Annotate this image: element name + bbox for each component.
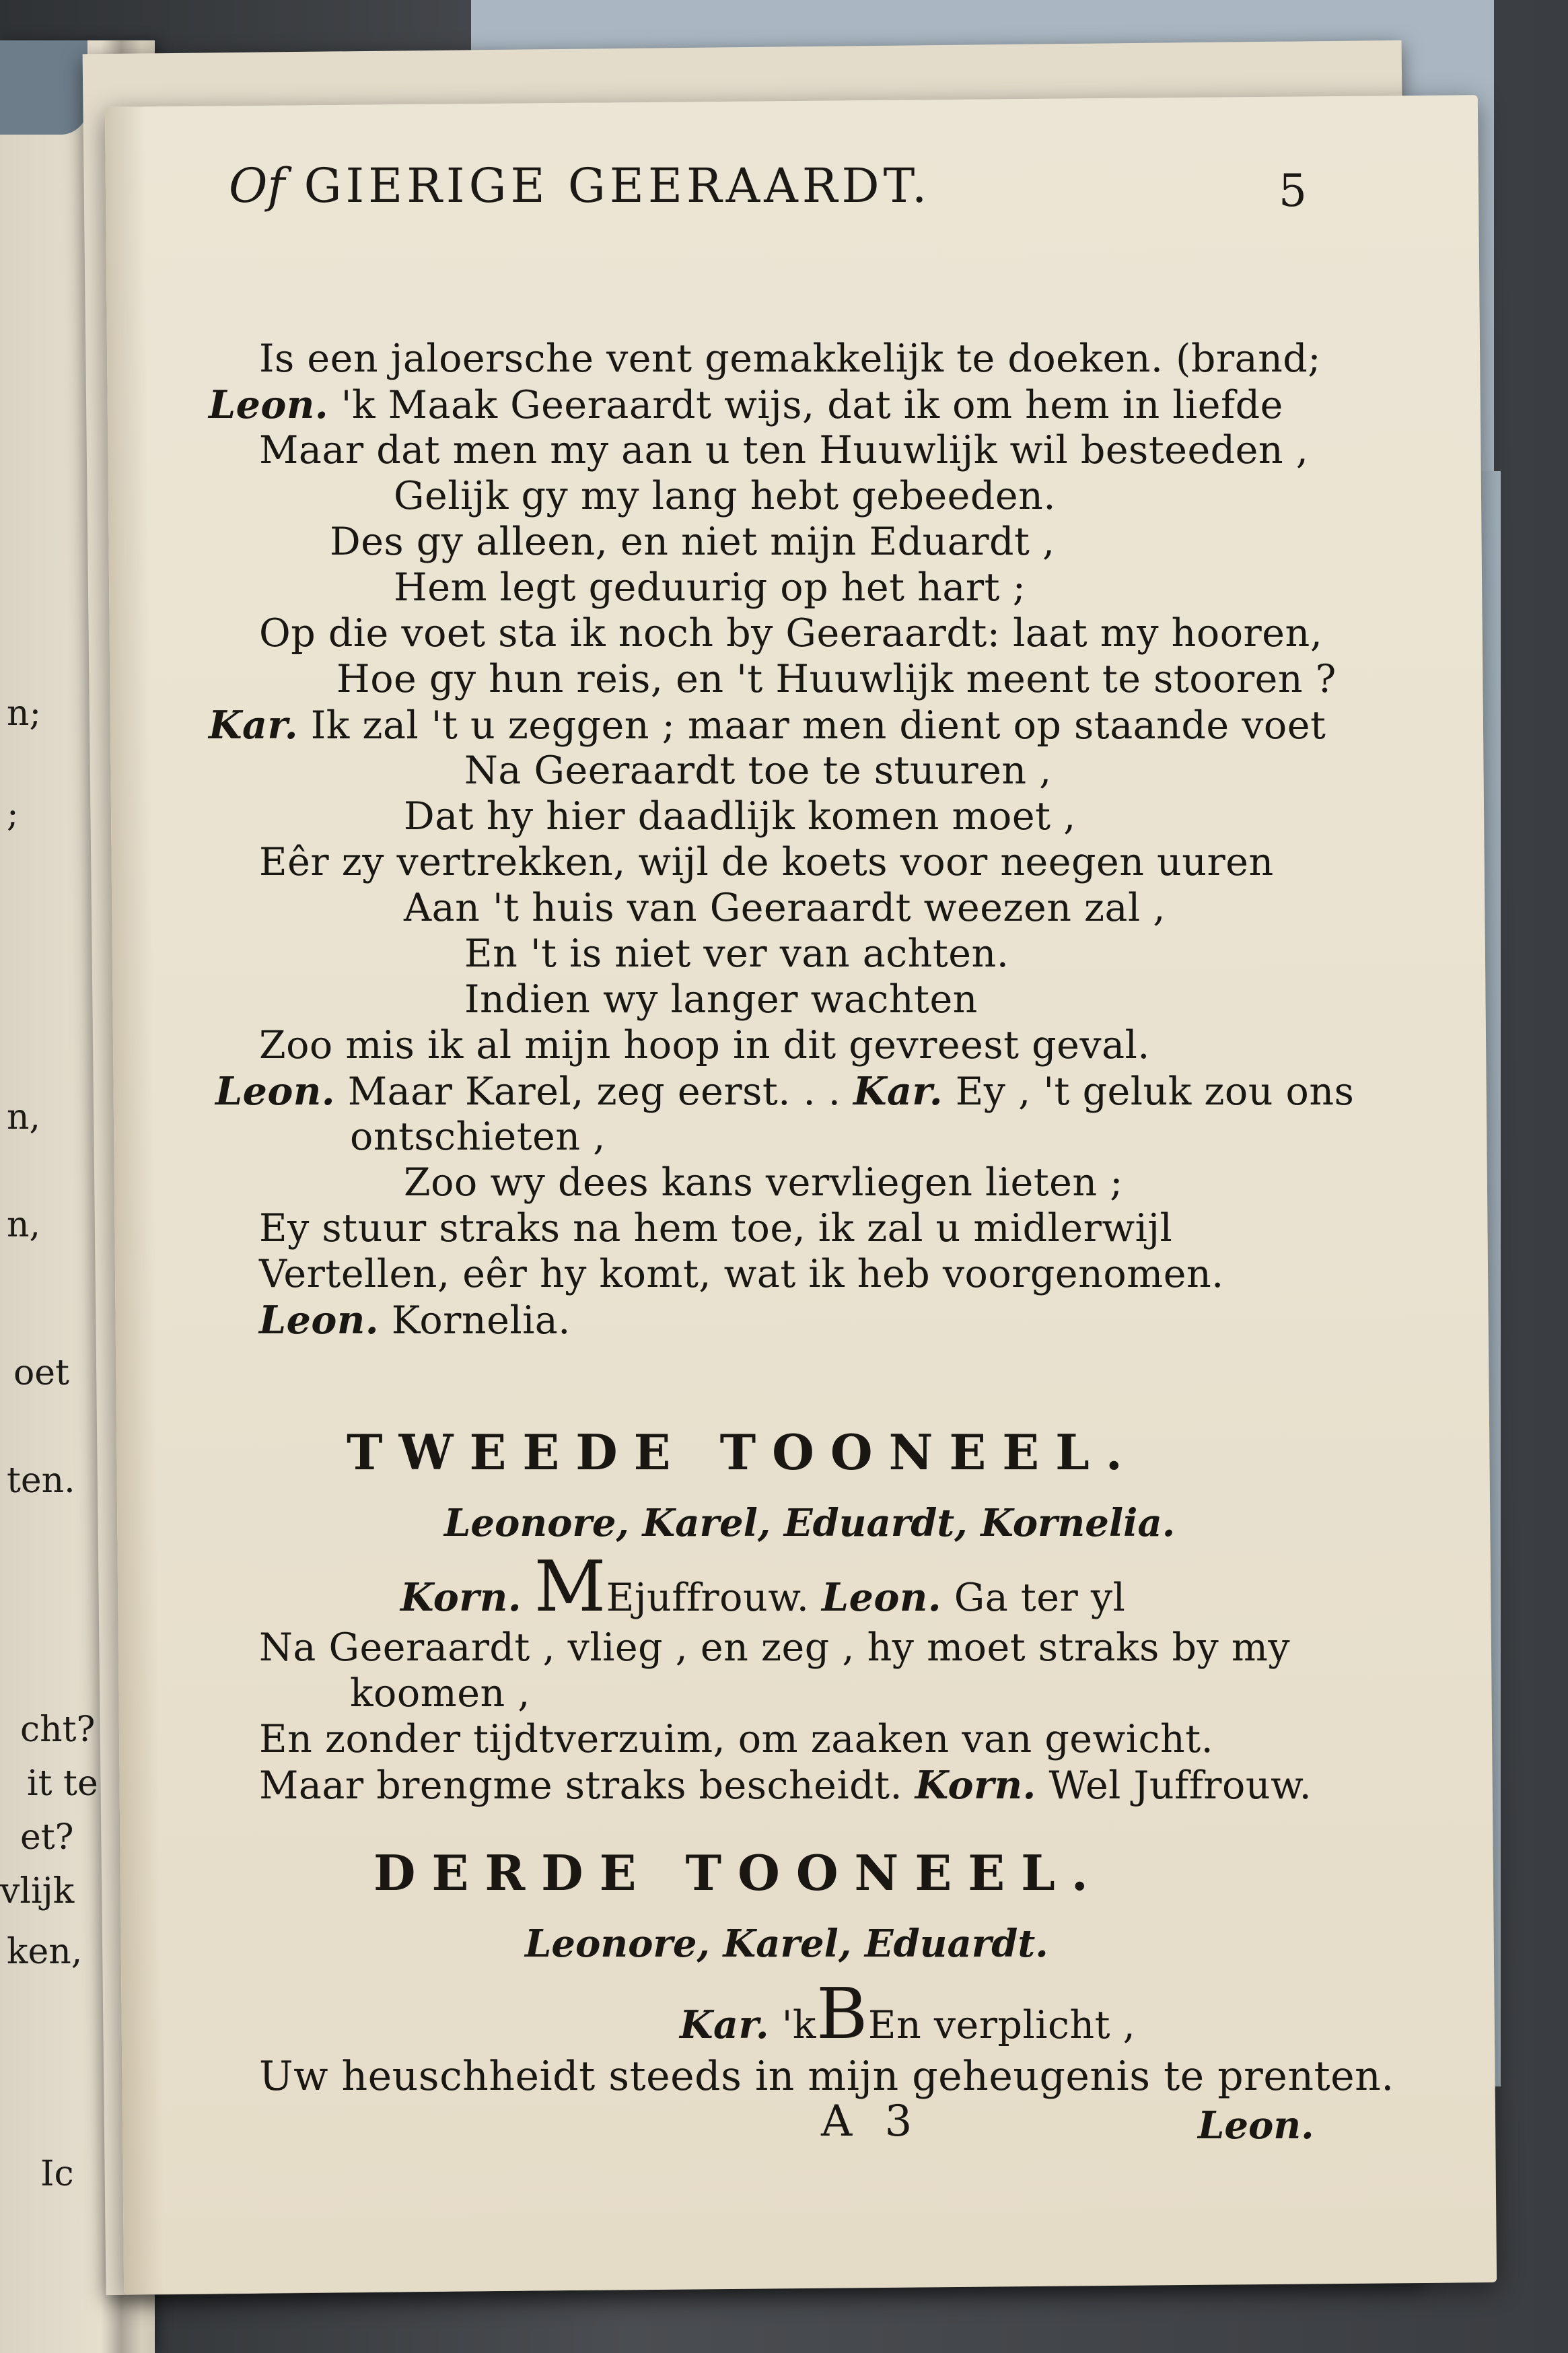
text-line: Na Geeraardt toe te stuuren , xyxy=(464,748,1052,793)
left-fragment: ten. xyxy=(7,1461,75,1501)
left-fragment: et? xyxy=(20,1817,74,1858)
text-line: Eêr zy vertrekken, wijl de koets voor neegen uuren xyxy=(259,840,1274,884)
text-line: Ey stuur straks na hem toe, ik zal u midlerwijl xyxy=(259,1206,1173,1251)
left-fragment: oet xyxy=(13,1353,69,1393)
cast-list: Leonore, Karel, Eduardt, Kornelia. xyxy=(444,1501,1176,1545)
left-fragment: cht? xyxy=(20,1710,96,1750)
catchword: Leon. xyxy=(1198,2103,1314,2148)
text-line: Leon. Kornelia. xyxy=(259,1298,571,1343)
running-head-title: GIERIGE GEERAARDT. xyxy=(304,158,931,213)
text-line: Maar brengme straks bescheidt. Korn. Wel Juffrouw. xyxy=(259,1763,1312,1808)
speaker: Kar. xyxy=(209,703,299,748)
text-line: Hoe gy hun reis, en 't Huuwlijk meent te stooren ? xyxy=(336,657,1337,701)
scene-heading: TWEEDE TOONEEL. xyxy=(347,1424,1139,1481)
text-line: Aan 't huis van Geeraardt weezen zal , xyxy=(404,886,1166,930)
text-line: En 't is niet ver van achten. xyxy=(464,932,1009,976)
text-line: Leon. 'k Maak Geeraardt wijs, dat ik om hem in liefde xyxy=(209,382,1283,427)
text-line: Leon. Maar Karel, zeg eerst. . . Kar. Ey , 't geluk zou ons xyxy=(215,1069,1355,1114)
text-line: Kar. 'kBEn verplicht , xyxy=(680,1973,1136,2055)
running-head-prefix: Of xyxy=(229,158,285,213)
page-number: 5 xyxy=(1279,165,1307,217)
speaker: Leon. xyxy=(215,1069,336,1114)
speaker: Leon. xyxy=(259,1298,380,1343)
text-line: Dat hy hier daadlijk komen moet , xyxy=(404,794,1076,839)
text-line: Vertellen, eêr hy komt, wat ik heb voorgenomen. xyxy=(259,1252,1224,1296)
left-fragment: it te xyxy=(27,1763,98,1804)
left-fragment: n, xyxy=(7,1205,41,1245)
text-line: Des gy alleen, en niet mijn Eduardt , xyxy=(330,520,1055,564)
left-fragment: n, xyxy=(7,1097,41,1137)
decorated-initial: M xyxy=(534,1545,606,1627)
text-line: Uw heuschheidt steeds in mijn geheugenis te prenten. xyxy=(259,2053,1394,2100)
text-line: Gelijk gy my lang hebt gebeeden. xyxy=(394,474,1056,518)
left-book-cover xyxy=(0,40,87,135)
text-line: ontschieten , xyxy=(350,1115,606,1159)
speaker: Kar. xyxy=(853,1069,943,1114)
cast-list: Leonore, Karel, Eduardt. xyxy=(525,1922,1048,1966)
text-line: Zoo wy dees kans vervliegen lieten ; xyxy=(404,1160,1123,1205)
text-line: Hem legt geduurig op het hart ; xyxy=(394,565,1026,610)
page-header xyxy=(229,158,1306,225)
left-fragment: n; xyxy=(7,693,42,734)
speaker: Korn. xyxy=(915,1763,1036,1808)
running-head xyxy=(229,158,931,213)
left-fragment: ken, xyxy=(7,1932,83,1972)
signature-mark: A 3 xyxy=(821,2097,922,2146)
left-fragment: vlijk xyxy=(0,1871,75,1911)
decorated-initial: B xyxy=(816,1973,868,2055)
left-fragment: Ic xyxy=(40,2154,74,2194)
text-line: koomen , xyxy=(350,1671,530,1716)
text-line: Kar. Ik zal 't u zeggen ; maar men dient op staande voet xyxy=(209,703,1326,748)
speaker: Leon. xyxy=(821,1575,942,1620)
scene-heading: DERDE TOONEEL. xyxy=(373,1844,1104,1901)
left-fragment: ; xyxy=(7,794,19,835)
text-line: Korn. MEjuffrouw. Leon. Ga ter yl xyxy=(400,1545,1126,1627)
text-line: Is een jaloersche vent gemakkelijk te doeken. (brand; xyxy=(259,337,1321,381)
text-line: Na Geeraardt , vlieg , en zeg , hy moet straks by my xyxy=(259,1625,1291,1670)
speaker: Kar. xyxy=(680,2002,770,2047)
speaker: Leon. xyxy=(209,382,329,427)
speaker: Korn. xyxy=(400,1575,522,1620)
text-line: Indien wy langer wachten xyxy=(464,977,978,1022)
text-line: Op die voet sta ik noch by Geeraardt: laat my hooren, xyxy=(259,611,1323,656)
text-line: Maar dat men my aan u ten Huuwlijk wil besteeden , xyxy=(259,428,1309,472)
text-line: En zonder tijdtverzuim, om zaaken van gewicht. xyxy=(259,1717,1214,1761)
text-line: Zoo mis ik al mijn hoop in dit gevreest geval. xyxy=(259,1023,1150,1067)
